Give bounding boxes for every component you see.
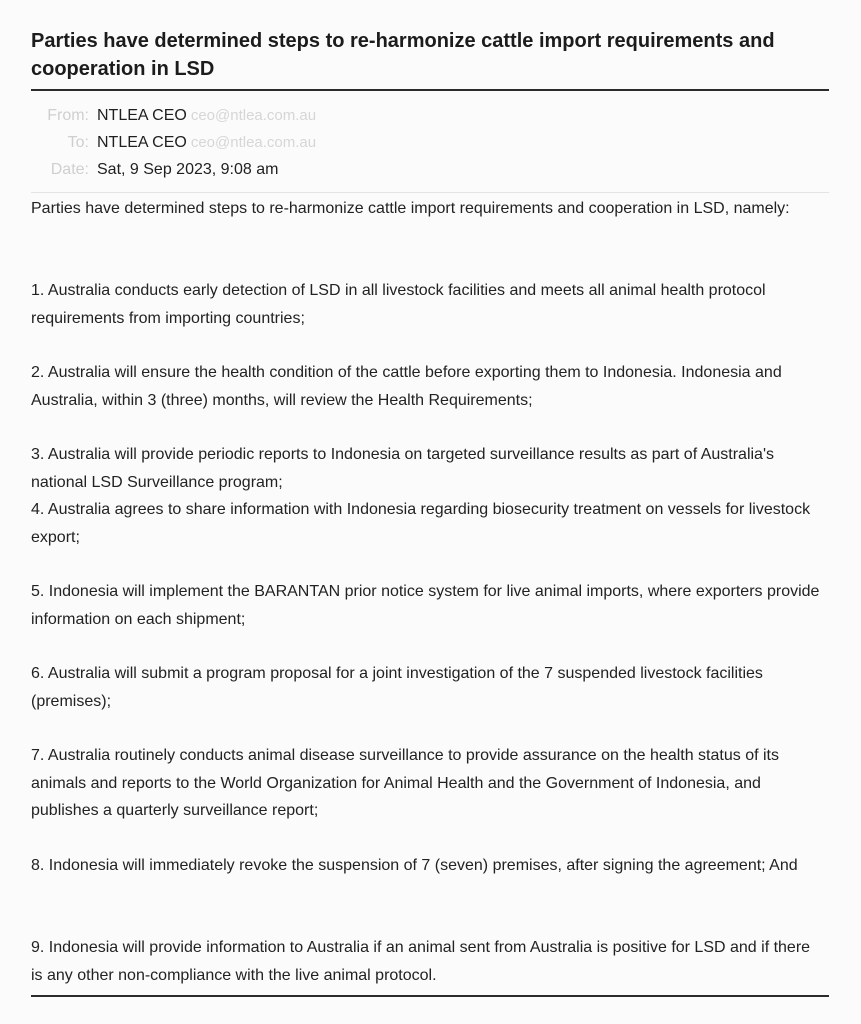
from-email[interactable]: ceo@ntlea.com.au: [190, 107, 317, 124]
body-item-1: 1. Australia conducts early detection of LSD in all livestock facilities and meets all animal health protocol requirements from importing countries;: [31, 282, 766, 327]
to-email[interactable]: ceo@ntlea.com.au: [190, 134, 317, 151]
from-name[interactable]: NTLEA CEO: [97, 107, 187, 124]
body-item-3: 3. Australia will provide periodic reports to Indonesia on targeted surveillance results as part of Australia's national LSD Surveillance program;: [31, 446, 774, 491]
to-label: To:: [67, 134, 89, 151]
footer-divider: [31, 995, 829, 997]
date-row: [31, 158, 451, 182]
body-intro: Parties have determined steps to re-harmonize cattle import requirements and cooperation in LSD, namely:: [31, 200, 790, 217]
date-label: Date:: [50, 161, 89, 178]
body-item-9: 9. Indonesia will provide information to Australia if an animal sent from Australia is positive for LSD and if there is any other non-compliance with the live animal protocol.: [31, 939, 811, 984]
body-item-6: 6. Australia will submit a program proposal for a joint investigation of the 7 suspended livestock facilities (premises);: [31, 665, 763, 710]
body-item-7: 7. Australia routinely conducts animal disease surveillance to provide assurance on the health status of its animals and reports to the World Organization for Animal Health and the Government of Indonesia, and publishes a quarterly surveillance report;: [31, 747, 779, 819]
to-name[interactable]: NTLEA CEO: [97, 134, 187, 151]
from-label: From:: [47, 107, 89, 124]
from-row: [31, 104, 451, 128]
email-subject: Parties have determined steps to re-harmonize cattle import requirements and cooperation in LSD: [31, 30, 775, 80]
body-item-2: 2. Australia will ensure the health condition of the cattle before exporting them to Indonesia. Indonesia and Australia, within 3 (three) months, will review the Health Requirements;: [31, 364, 782, 409]
header-divider: [31, 192, 829, 193]
date-value: Sat, 9 Sep 2023, 9:08 am: [97, 161, 279, 178]
body-item-5: 5. Indonesia will implement the BARANTAN prior notice system for live animal imports, where exporters provide information on each shipment;: [31, 583, 820, 628]
subject-divider: [31, 89, 829, 91]
body-item-8: 8. Indonesia will immediately revoke the suspension of 7 (seven) premises, after signing the agreement; And: [31, 857, 798, 874]
body-item-4: 4. Australia agrees to share information with Indonesia regarding biosecurity treatment on vessels for livestock export;: [31, 501, 811, 546]
to-row: [31, 131, 451, 155]
